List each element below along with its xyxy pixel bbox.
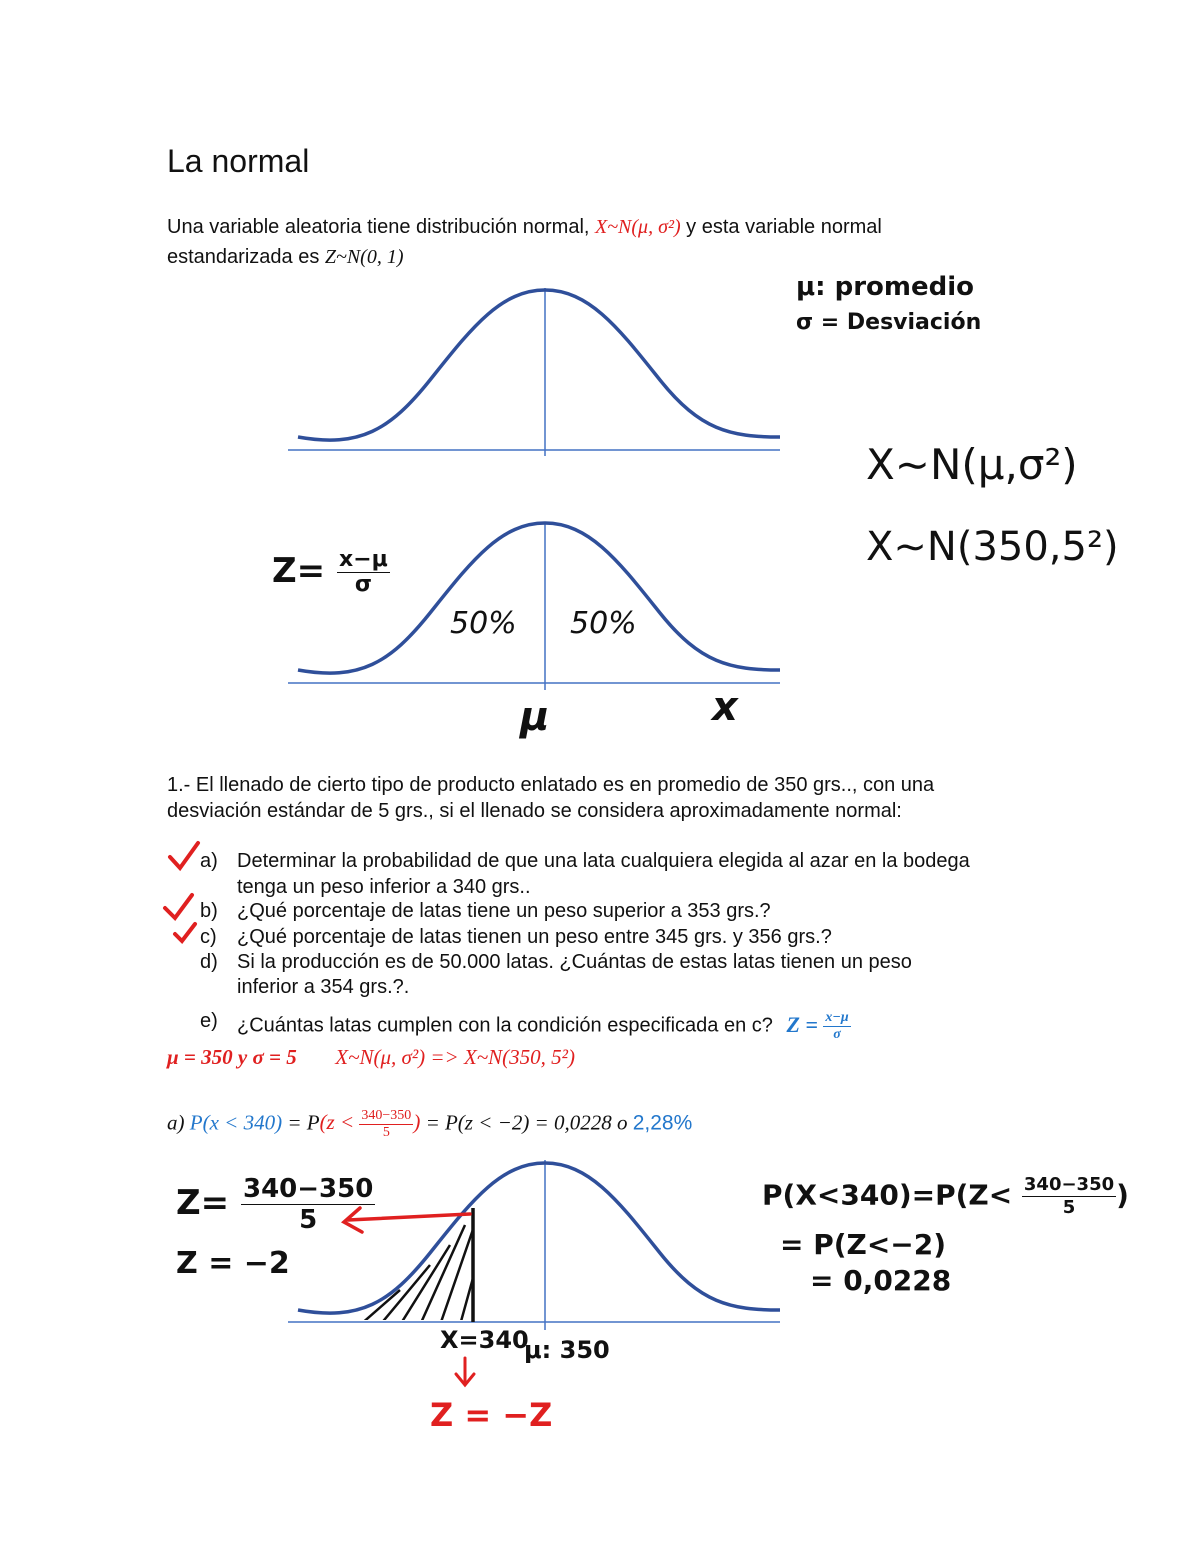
handnote-a-p-frac [1022,1174,1116,1219]
solution-a-lhs: P(x < 340) [189,1110,283,1135]
handnote-a-z [176,1174,375,1235]
list-text: Si la producción es de 50.000 latas. ¿Cuántas de estas latas tienen un peso [237,951,912,973]
handnote-a-z-den: 5 [299,1205,318,1235]
e-formula-den: σ [833,1027,841,1042]
down-arrow-icon [456,1358,474,1385]
handnote-xn-specific: X∼N(350,5²) [866,524,1119,570]
handnote-a-p-line1: P(X<340)=P(Z< [762,1178,1013,1212]
solution-a-z-open: (z < [319,1110,355,1135]
list-e-text: ¿Cuántas latas cumplen con la condición especificada en c? [237,1014,773,1037]
handnote-a-p-line2: = P(Z<−2) [780,1228,947,1261]
problem-statement-1: 1.- El llenado de cierto tipo de producto enlatado es en promedio de 350 grs.., con una [167,774,935,796]
solution-a-pct: 2,28% [632,1111,693,1135]
list-text: inferior a 354 grs.?. [237,976,410,998]
solution-a-frac-den: 5 [382,1125,390,1140]
intro-math-x: X~N(μ, σ²) [595,216,681,238]
list-text: Determinar la probabilidad de que una lata cualquiera elegida al azar en la bodega [237,850,970,872]
handnote-a-x-mark: X=340 [440,1326,529,1354]
handnote-a-p-line3: = 0,0228 [810,1264,952,1297]
solution-a-eq2: = P(z < −2) = 0,0228 o [420,1110,633,1135]
page-title: La normal [167,143,310,179]
solution-a-frac-num: 340−350 [361,1108,412,1123]
handnote-a-z-eq: Z = −2 [176,1246,290,1281]
handnote-mu-def: μ: promedio [796,272,974,302]
handnote-a-z-frac [241,1174,375,1235]
handnote-mu-label: μ [520,694,550,740]
curve-3-hatch [360,1215,478,1325]
problem-statement-2: desviación estándar de 5 grs., si el llenado se considera aproximadamente normal: [167,800,902,822]
list-text: ¿Qué porcentaje de latas tienen un peso entre 345 grs. y 356 grs.? [237,926,832,948]
handnote-a-p-den: 5 [1062,1197,1076,1218]
solution-a-eq1: = P [282,1110,320,1135]
solution-a-z-close: ) [413,1110,421,1135]
handnote-pct-left: 50% [450,606,517,641]
z-formula-left: Z= [272,551,326,591]
e-formula-num: x−μ [825,1010,849,1025]
list-label: e) [200,1010,218,1032]
list-label: d) [200,951,218,973]
z-formula-num: x−μ [339,547,388,572]
handnote-a-z-red: Z = −Z [430,1396,553,1434]
list-text: ¿Qué porcentaje de latas tiene un peso superior a 353 grs.? [237,900,771,922]
e-formula-lhs: Z = [786,1011,818,1037]
list-label: a) [200,850,218,872]
handnote-a-p-close: ) [1116,1178,1129,1212]
handnote-a-mu-mark: μ: 350 [524,1336,610,1364]
list-label: b) [200,900,218,922]
solution-a-label: a) [167,1110,185,1135]
handnote-x-label: x [712,684,738,730]
handnote-xn-general: X∼N(μ,σ²) [866,440,1078,489]
handnote-a-z-left: Z= [176,1183,230,1223]
handnote-a-p-num: 340−350 [1023,1174,1115,1195]
handnote-pct-right: 50% [570,606,637,641]
list-text: tenga un peso inferior a 340 grs.. [237,876,531,898]
list-label: c) [200,926,217,948]
intro-math-z: Z~N(0, 1) [324,246,404,268]
intro-text-2: estandarizada es [167,246,325,268]
intro-text: Una variable aleatoria tiene distribución normal, [167,216,596,238]
intro-text-b: y esta variable normal [680,216,882,238]
handnote-sigma-def: σ = Desviación [796,310,982,335]
handnote-a-p [762,1174,1129,1219]
z-formula-den: σ [354,572,372,597]
dist: X~N(μ, σ²) => X~N(350, 5²) [335,1045,575,1069]
params: μ = 350 y σ = 5 [167,1045,297,1069]
handnote-a-z-num: 340−350 [243,1174,374,1204]
